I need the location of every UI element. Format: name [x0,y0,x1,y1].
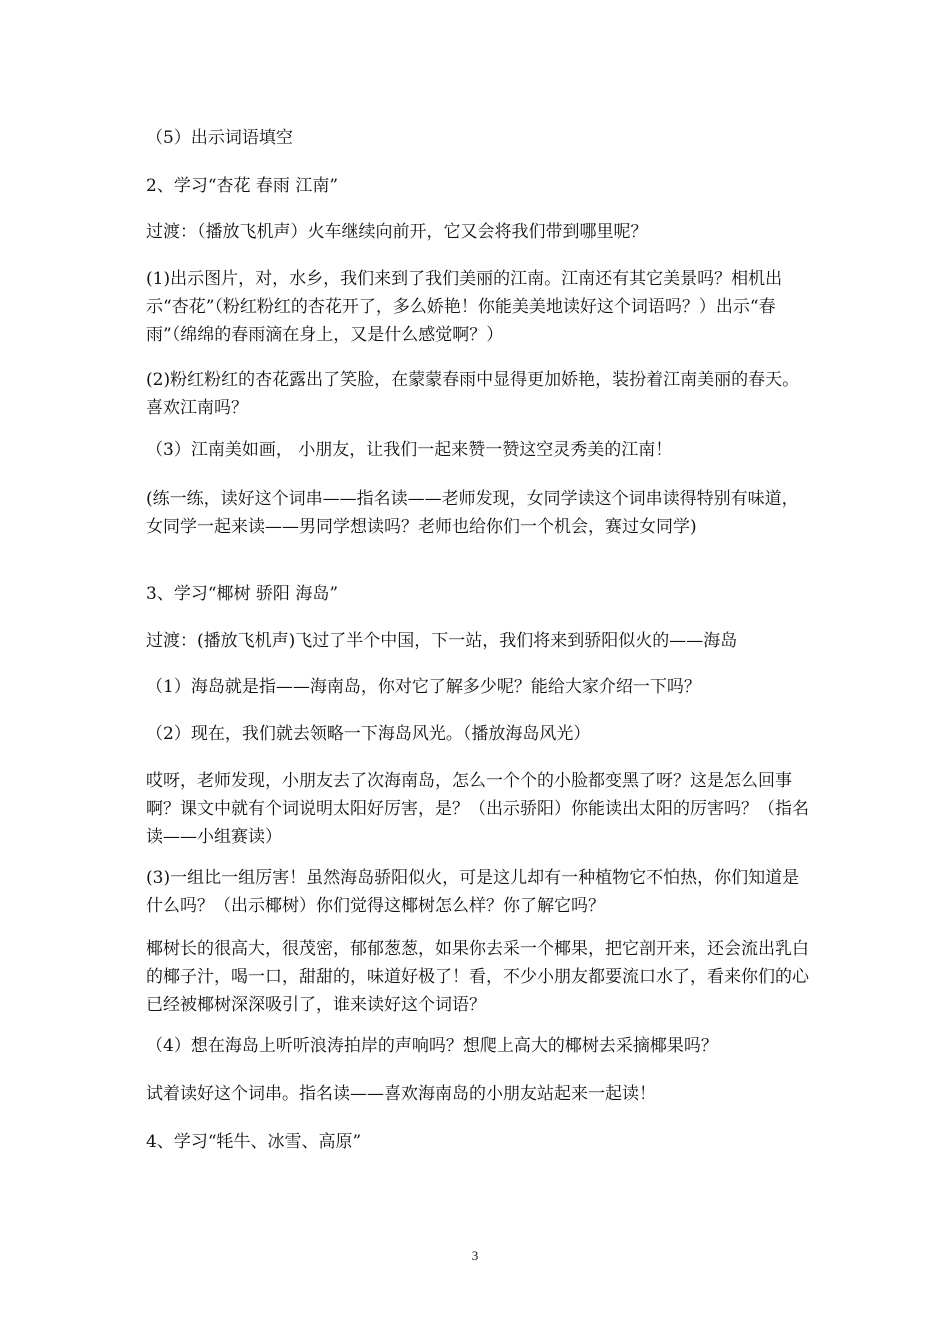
paragraph-13: (3)一组比一组厉害！虽然海岛骄阳似火，可是这儿却有一种植物它不怕热，你们知道是什么吗？（出示椰树）你们觉得这椰树怎么样？你了解它吗？ [146,868,800,916]
paragraph-16: 试着读好这个词串。指名读——喜欢海南岛的小朋友站起来一起读！ [146,1084,656,1104]
paragraph-1: （5）出示词语填空 [146,128,293,148]
paragraph-10: （1）海岛就是指——海南岛，你对它了解多少呢？能给大家介绍一下吗？ [146,677,701,697]
section-heading-4: 4、学习“牦牛、冰雪、高原” [146,1132,362,1152]
section-heading-2: 2、学习“杏花 春雨 江南” [146,176,339,196]
paragraph-3: 过渡：（播放飞机声）火车继续向前开，它又会将我们带到哪里呢？ [146,222,648,242]
paragraph-12: 哎呀，老师发现，小朋友去了次海南岛，怎么一个个的小脸都变黑了呀？这是怎么回事啊？课文中就有个词说明太阳好厉害，是？（出示骄阳）你能读出太阳的厉害吗？（指名读——小组赛读） [146,771,809,847]
paragraph-9: 过渡：(播放飞机声)飞过了半个中国，下一站，我们将来到骄阳似火的——海岛 [146,631,738,651]
paragraph-11: （2）现在，我们就去领略一下海岛风光。（播放海岛风光） [146,724,591,744]
page-number: 3 [471,1248,479,1263]
paragraph-7: (练一练，读好这个词串——指名读——老师发现，女同学读这个词串读得特别有味道，女同学一起来读——男同学想读吗？老师也给你们一个机会，赛过女同学) [146,489,799,537]
paragraph-14: 椰树长的很高大，很茂密，郁郁葱葱，如果你去采一个椰果，把它剖开来，还会流出乳白的椰子汁，喝一口，甜甜的，味道好极了！看，不少小朋友都要流口水了，看来你们的心已经被椰树深深吸引了，谁来读好这个词语？ [146,939,809,1015]
paragraph-6: （3）江南美如画， 小朋友，让我们一起来赞一赞这空灵秀美的江南！ [146,440,673,460]
paragraph-4: (1)出示图片，对，水乡，我们来到了我们美丽的江南。江南还有其它美景吗？相机出示“杏花”（粉红粉红的杏花开了，多么娇艳！你能美美地读好这个词语吗？）出示“春雨”（绵绵的春雨滴在身上，又是什么感觉啊？） [146,269,783,345]
paragraph-15: （4）想在海岛上听听浪涛拍岸的声响吗？想爬上高大的椰树去采摘椰果吗？ [146,1036,718,1056]
paragraph-5: (2)粉红粉红的杏花露出了笑脸，在蒙蒙春雨中显得更加娇艳，装扮着江南美丽的春天。喜欢江南吗？ [146,370,800,418]
section-heading-3: 3、学习“椰树 骄阳 海岛” [146,584,339,604]
